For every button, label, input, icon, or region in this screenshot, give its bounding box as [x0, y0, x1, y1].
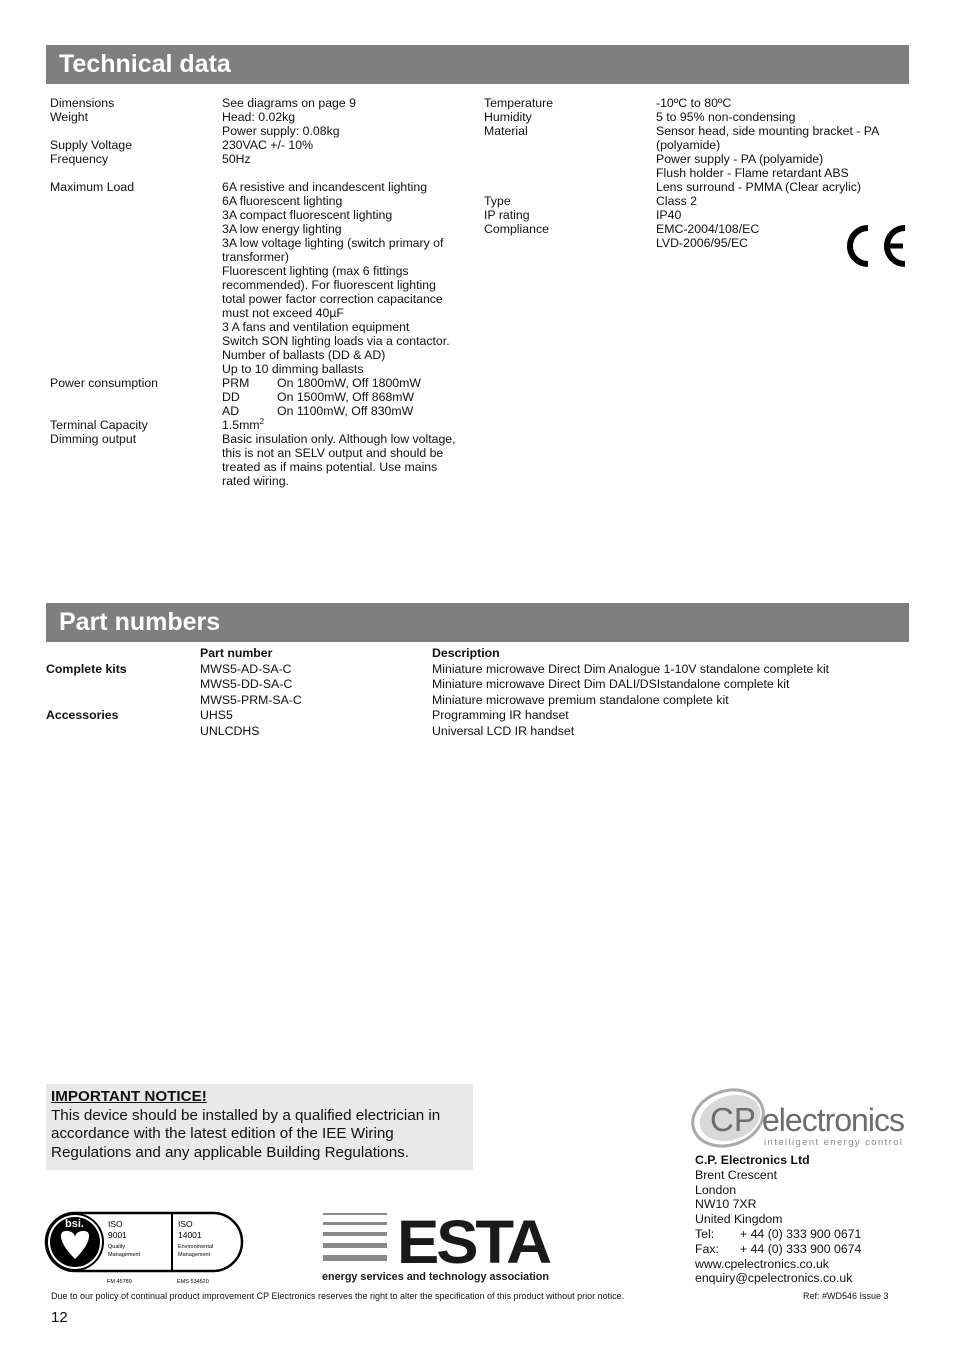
max-load-line: 3A low voltage lighting (switch primary of [222, 236, 444, 250]
svg-text:ISO: ISO [108, 1219, 123, 1229]
svg-text:EMS 534520: EMS 534520 [177, 1279, 209, 1285]
notice-body: This device should be installed by a qualified electrician in accordance with the latest edition of the IEE Wiring Regulations and any applicable Building Regulations. [51, 1106, 441, 1161]
table-row [46, 662, 909, 678]
svg-text:Management: Management [178, 1252, 211, 1258]
table-row [46, 724, 909, 740]
part-description: Miniature microwave premium standalone complete kit [432, 692, 729, 707]
part-number: MWS5-DD-SA-C [200, 677, 293, 692]
power-row: DD On 1500mW, Off 868mW [222, 390, 415, 404]
material-line: (polyamide) [656, 138, 721, 152]
spec-temperature: Temperature -10ºC to 80ºC [484, 96, 732, 110]
max-load-line: Up to 10 dimming ballasts [222, 362, 364, 376]
max-load-line: total power factor correction capacitance [222, 292, 443, 306]
material-line: Lens surround - PMMA (Clear acrylic) [656, 180, 862, 194]
part-group [46, 693, 200, 709]
part-numbers-heading: Part numbers [46, 603, 909, 642]
part-description: Universal LCD IR handset [432, 723, 575, 738]
dimming-line: rated wiring. [222, 474, 289, 488]
bsi-iso-logo [44, 1210, 248, 1288]
spec-dimensions: Dimensions See diagrams on page 9 [50, 96, 356, 110]
max-load-line: Switch SON lighting loads via a contactor. [222, 334, 450, 348]
dimming-line: this is not an SELV output and should be [222, 446, 444, 460]
cp-electronics-logo [690, 1082, 910, 1152]
esta-logo [321, 1210, 553, 1286]
spec-compliance: Compliance EMC-2004/108/EC LVD-2006/95/EC [484, 222, 904, 250]
svg-text:CP: CP [710, 1101, 756, 1138]
website-link[interactable]: www.cpelectronics.co.uk [695, 1256, 829, 1271]
svg-text:ISO: ISO [178, 1219, 193, 1229]
company-address: C.P. Electronics Ltd Brent Crescent London NW10 7XR United Kingdom Tel: + 44 (0) 333 900 0671 Fax: + 44 (0) 333 900 0674 www.cpelectronics.co.uk enquiry@cpelectronics.co.uk [695, 1153, 862, 1286]
spec-humidity: Humidity 5 to 95% non-condensing [484, 110, 796, 124]
telephone: Tel: + 44 (0) 333 900 0671 [695, 1226, 862, 1241]
svg-text:Quality: Quality [108, 1244, 126, 1250]
svg-text:energy services and technology: energy services and technology association [322, 1271, 550, 1283]
spec-right-column [484, 96, 904, 250]
part-group: Accessories [46, 708, 119, 723]
part-numbers-table [46, 646, 909, 740]
svg-text:Environmental: Environmental [178, 1244, 214, 1250]
spec-terminal-capacity: Terminal Capacity $1.5mm^2$ [50, 416, 265, 432]
spec-power-consumption: Power consumption PRM On 1800mW, Off 1800mW DD On 1500mW, Off 868mW AD On 1100mW, Off 830mW [50, 376, 470, 418]
material-line: Flush holder - Flame retardant ABS [656, 166, 849, 180]
svg-text:14001: 14001 [178, 1230, 202, 1240]
compliance-line: EMC-2004/108/EC [656, 222, 760, 236]
ce-mark-icon [843, 224, 909, 268]
spec-left-column [50, 96, 470, 488]
spec-ip-rating: IP rating IP40 [484, 208, 682, 222]
power-row: PRM On 1800mW, Off 1800mW [222, 376, 421, 390]
part-number: MWS5-AD-SA-C [200, 661, 292, 676]
max-load-line: 3 A fans and ventilation equipment [222, 320, 410, 334]
table-row [46, 677, 909, 693]
max-load-line: must not exceed 40µF [222, 306, 344, 320]
table-row [46, 708, 909, 724]
spec-material: Material Sensor head, side mounting bracket - PA (polyamide) Power supply - PA (polyamide) Flush holder - Flame retardant ABS Lens surround - PMMA (Clear acrylic) [484, 124, 904, 194]
part-number: UHS5 [200, 708, 233, 723]
document-reference: Ref: #WD546 Issue 3 [803, 1291, 889, 1301]
part-number: UNLCDHS [200, 723, 260, 738]
fax: Fax: + 44 (0) 333 900 0674 [695, 1241, 862, 1256]
svg-text:9001: 9001 [108, 1230, 127, 1240]
material-line: Power supply - PA (polyamide) [656, 152, 824, 166]
max-load-line: Fluorescent lighting (max 6 fittings [222, 264, 409, 278]
email-link[interactable]: enquiry@cpelectronics.co.uk [695, 1271, 853, 1286]
spec-supply-voltage: Supply Voltage 230VAC +/- 10% [50, 138, 314, 152]
svg-text:FM 45789: FM 45789 [107, 1279, 132, 1285]
technical-data-heading: Technical data [46, 45, 909, 84]
max-load-line: 3A low energy lighting [222, 222, 342, 236]
spec-type: Type Class 2 [484, 194, 698, 208]
svg-text:bsi.: bsi. [65, 1218, 84, 1230]
max-load-line: transformer) [222, 250, 289, 264]
part-description: Programming IR handset [432, 708, 569, 723]
part-description: Miniature microwave Direct Dim Analogue 1-10V standalone complete kit [432, 661, 830, 676]
svg-text:intelligent energy control: intelligent energy control [764, 1137, 904, 1148]
max-load-line: Number of ballasts (DD & AD) [222, 348, 386, 362]
page-number: 12 [51, 1309, 68, 1326]
part-group [46, 677, 200, 693]
material-line: Sensor head, side mounting bracket - PA [656, 124, 880, 138]
table-header: Part number Description [200, 646, 500, 660]
spec-maximum-load: Maximum Load 6A resistive and incandescent lighting 6A fluorescent lighting 3A compact fluorescent lighting 3A low energy lighting 3A low voltage lighting (switch primary of transformer) Fluorescent lighting (max 6 fittings recommended). For fluorescent lighting total power factor correction capacitance must not exceed 40µF 3 A fans and ventilation equipment Switch SON lighting loads via a contactor. Number of ballasts (DD & AD) Up to 10 dimming ballasts [50, 180, 470, 376]
part-number: MWS5-PRM-SA-C [200, 692, 302, 707]
max-load-line: 6A fluorescent lighting [222, 194, 343, 208]
dimming-line: treated as if mains potential. Use mains [222, 460, 438, 474]
spec-frequency: Frequency 50Hz [50, 152, 251, 166]
dimming-line: Basic insulation only. Although low voltage, [222, 432, 456, 446]
power-row: AD On 1100mW, Off 830mW [222, 404, 414, 418]
svg-text:electronics: electronics [762, 1102, 904, 1138]
max-load-line: 6A resistive and incandescent lighting [222, 180, 428, 194]
svg-text:Management: Management [108, 1252, 141, 1258]
notice-title: IMPORTANT NOTICE! [51, 1088, 207, 1105]
part-group [46, 724, 200, 740]
part-group: Complete kits [46, 661, 127, 676]
part-description: Miniature microwave Direct Dim DALI/DSIstandalone complete kit [432, 677, 790, 692]
important-notice [46, 1084, 473, 1170]
spec-dimming-output: Dimming output Basic insulation only. Although low voltage, this is not an SELV output and should be treated as if mains potential. Use mains rated wiring. [50, 432, 470, 488]
compliance-line: LVD-2006/95/EC [656, 236, 749, 250]
svg-text:ESTA: ESTA [397, 1210, 552, 1276]
max-load-line: 3A compact fluorescent lighting [222, 208, 393, 222]
spec-weight: Weight Head: 0.02kg Power supply: 0.08kg [50, 110, 340, 138]
table-row [46, 693, 909, 709]
disclaimer-text: Due to our policy of continual product improvement CP Electronics reserves the right to alter the specification of this product without prior notice. [51, 1291, 625, 1301]
max-load-line: recommended). For fluorescent lighting [222, 278, 436, 292]
